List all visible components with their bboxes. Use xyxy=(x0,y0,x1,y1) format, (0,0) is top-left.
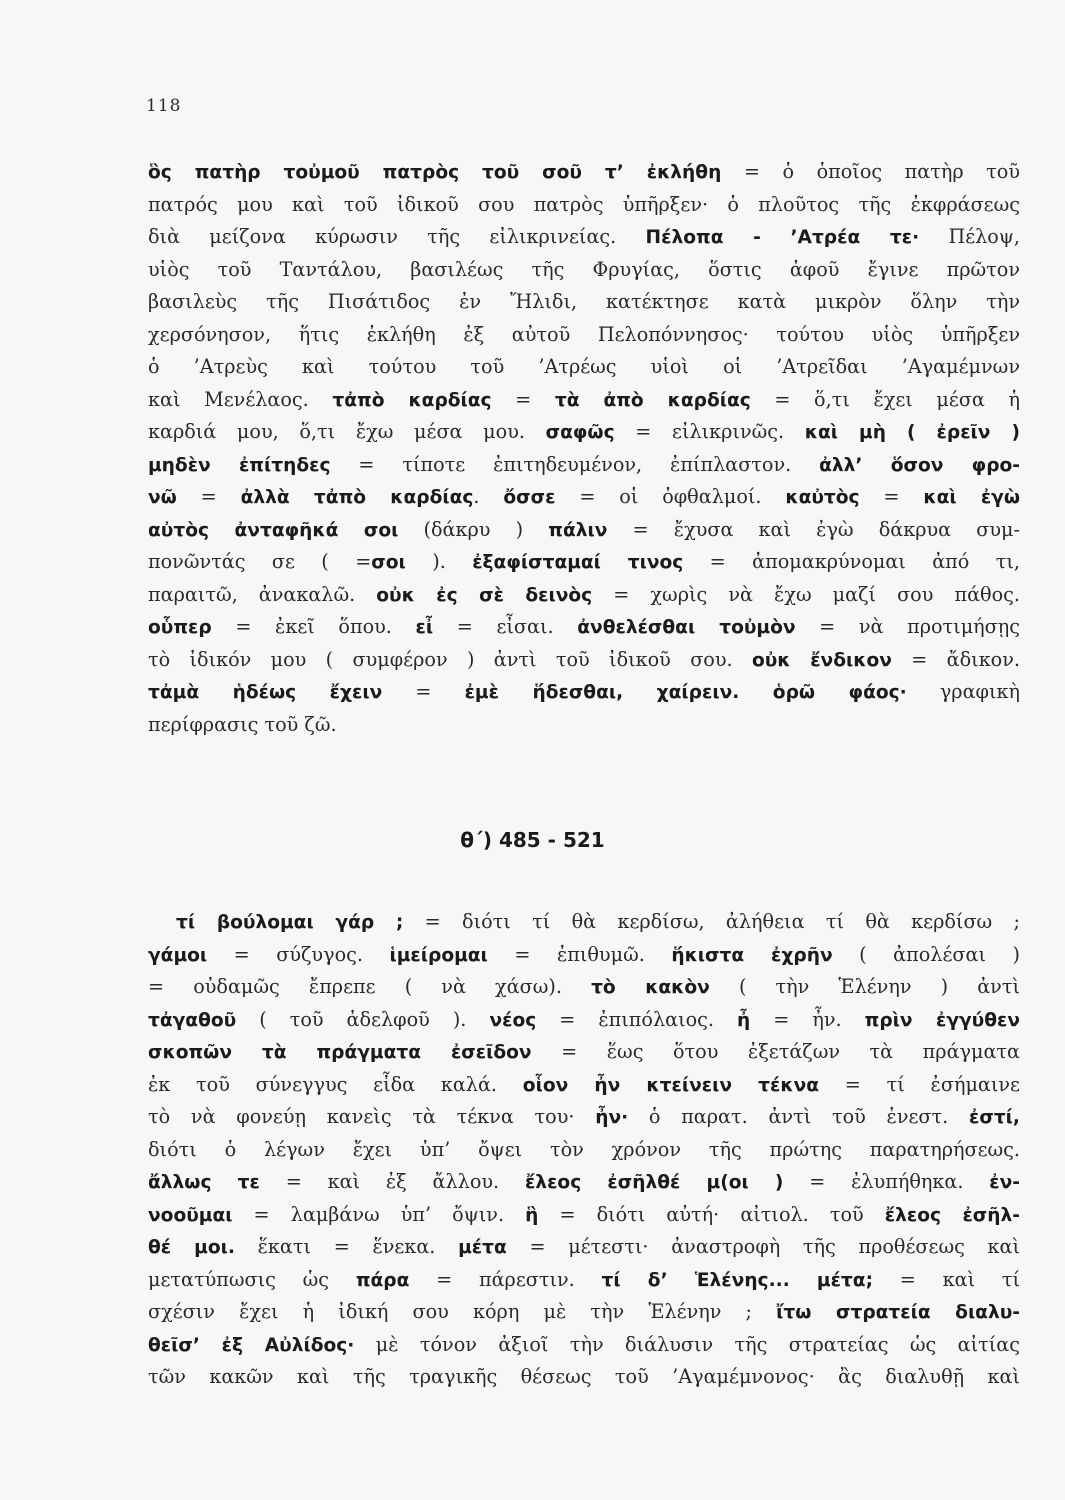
text-line xyxy=(148,906,1020,939)
lemma-term: οὐκ ἔνδικον xyxy=(751,649,892,671)
lemma-term: πρὶν ἐγγύθεν xyxy=(864,1009,1020,1031)
gloss-text: πονῶντάς σε ( = xyxy=(148,550,372,573)
gloss-text: = ἀπομακρύνομαι ἀπό τι, xyxy=(683,550,1020,573)
gloss-text: τῶν κακῶν καὶ τῆς τραγικῆς θέσεως τοῦ ’Αγαμέμνονος· ἂς διαλυθῇ καὶ xyxy=(148,1365,1020,1388)
gloss-text: ). xyxy=(405,550,473,573)
gloss-text: = ἄδικον. xyxy=(891,647,1021,671)
gloss-text: = τίποτε ἐπιτηδευμένον, ἐπίπλαστον. xyxy=(330,452,820,476)
gloss-text: = ἦν. xyxy=(750,1007,865,1031)
gloss-text: περίφρασις τοῦ ζῶ. xyxy=(148,712,337,736)
gloss-text: ὁ ’Ατρεὺς καὶ τούτου τοῦ ’Ατρέως υἱοὶ οἱ ’Ατρεῖδαι ’Αγαμέμνων xyxy=(148,355,1020,378)
lemma-term: τὰ ἀπὸ καρδίας xyxy=(554,389,751,411)
gloss-text: γραφικὴ xyxy=(906,680,1020,703)
lemma-term: ἔλεος ἐσῆλθέ μ(οι ) xyxy=(524,1172,784,1193)
lemma-term: Πέλοπα - ’Ατρέα τε· xyxy=(645,227,920,248)
section-heading: θ΄) 485 - 521 xyxy=(460,828,605,852)
lemma-term: πάλιν xyxy=(548,519,608,541)
lemma-term: πάρα xyxy=(355,1269,410,1291)
text-line xyxy=(148,611,1020,644)
gloss-text: = οἱ ὀφθαλμοί. xyxy=(555,485,786,508)
lemma-term: σκοπῶν τὰ πράγματα ἐσεῖδον xyxy=(148,1042,532,1063)
gloss-text: βασιλεὺς τῆς Πισάτιδος ἐν Ἤλιδι, κατέκτησε κατὰ μικρὸν ὅλην τὴν xyxy=(148,290,1020,313)
text-line xyxy=(148,579,1020,612)
gloss-text: ἐκ τοῦ σύνεγγυς εἶδα καλά. xyxy=(148,1072,523,1096)
gloss-text: = τί ἐσήμαινε xyxy=(819,1072,1020,1096)
lemma-term: ὃς πατὴρ τοὐμοῦ πατρὸς τοῦ σοῦ τ’ ἐκλήθη xyxy=(148,162,722,183)
gloss-text: = σύζυγος. xyxy=(207,942,390,966)
lemma-term: ἄλλως τε xyxy=(148,1172,260,1193)
gloss-text: μετατύπωσις ὡς xyxy=(148,1267,356,1291)
lemma-term: ἴτω στρατεία διαλυ- xyxy=(776,1302,1020,1323)
lemma-term: τὸ κακὸν xyxy=(591,977,710,998)
lemma-term: καὐτὸς xyxy=(785,487,860,508)
lemma-term: ἦν· xyxy=(595,1107,629,1128)
gloss-text: = xyxy=(859,485,924,508)
lemma-term: θέ μοι. xyxy=(148,1237,235,1258)
text-line xyxy=(148,939,1020,972)
lemma-term: θεῖσ’ ἐξ Αὐλίδος· xyxy=(148,1334,355,1356)
lemma-term: αὐτὸς ἀνταφῆκά σοι xyxy=(148,519,399,541)
lemma-term: ἥκιστα ἐχρῆν xyxy=(671,944,833,966)
text-line xyxy=(148,254,1020,287)
text-line xyxy=(148,676,1020,709)
gloss-text: ἕκατι = ἕνεκα. xyxy=(234,1235,459,1258)
lemma-term: εἶ xyxy=(415,617,434,638)
gloss-text: = xyxy=(176,485,241,508)
gloss-text: = διότι αὐτή· αἰτιολ. τοῦ xyxy=(538,1202,885,1226)
text-line xyxy=(148,1101,1020,1134)
lemma-term: σοι xyxy=(371,552,406,573)
gloss-text: διότι ὁ λέγων ἔχει ὑπ’ ὄψει τὸν χρόνον τῆς πρώτης παρατηρήσεως. xyxy=(148,1137,1020,1161)
gloss-text: τὸ ἰδικόν μου ( συμφέρον ) ἀντὶ τοῦ ἰδικοῦ σου. xyxy=(148,647,752,671)
lemma-term: ἔλεος ἐσῆλ- xyxy=(884,1204,1020,1226)
lemma-term: ἱμείρομαι xyxy=(389,944,488,966)
gloss-text: = οὐδαμῶς ἔπρεπε ( νὰ χάσω). xyxy=(148,975,592,998)
gloss-text: καρδιά μου, ὅ,τι ἔχω μέσα μου. xyxy=(148,420,546,443)
lemma-term: οὐκ ἐς σὲ δεινὸς xyxy=(376,584,593,606)
lemma-term: ἦ xyxy=(737,1009,751,1031)
gloss-text: = ὅ,τι ἔχει μέσα ἡ xyxy=(750,387,1020,411)
lemma-term: οἷον ἦν κτείνειν τέκνα xyxy=(522,1074,820,1096)
gloss-text: . xyxy=(473,485,504,508)
lemma-term: καὶ μὴ ( ἐρεῖν ) xyxy=(804,422,1020,443)
page-number: 118 xyxy=(146,96,182,116)
lemma-term: νοοῦμαι xyxy=(148,1204,233,1226)
text-line xyxy=(148,1264,1020,1297)
gloss-text: σχέσιν ἔχει ἡ ἰδική σου κόρη μὲ τὴν Ἑλένην ; xyxy=(148,1300,777,1323)
lemma-term: οὗπερ xyxy=(148,617,212,638)
lemma-term: ἐστί, xyxy=(968,1107,1020,1128)
text-line xyxy=(148,1329,1020,1362)
lemma-term: ἀνθελέσθαι τοὐμὸν xyxy=(577,617,796,638)
gloss-text: = xyxy=(491,387,555,411)
gloss-text: υἱὸς τοῦ Ταντάλου, βασιλέως τῆς Φρυγίας, ὅστις ἀφοῦ ἔγινε πρῶτον xyxy=(148,257,1020,281)
gloss-text: ( τοῦ ἀδελφοῦ ). xyxy=(236,1007,490,1031)
lemma-term: ὄσσε xyxy=(503,487,556,508)
lemma-term: μηδὲν ἐπίτηδες xyxy=(148,454,331,476)
lemma-term: νῶ xyxy=(148,487,177,508)
text-line xyxy=(148,416,1020,449)
gloss-text: = μέτεστι· ἀναστροφὴ τῆς προθέσεως καὶ xyxy=(506,1235,1020,1258)
text-line xyxy=(148,351,1020,384)
lemma-term: ἀλλὰ τἀπὸ καρδίας xyxy=(240,487,474,508)
gloss-text: = πάρεστιν. xyxy=(409,1267,602,1291)
text-line xyxy=(148,644,1020,677)
text-line xyxy=(148,384,1020,417)
gloss-text: ὁ παρατ. ἀντὶ τοῦ ἐνεστ. xyxy=(628,1105,969,1128)
text-line xyxy=(148,1166,1020,1199)
gloss-text: = ἐκεῖ ὅπου. xyxy=(211,615,416,638)
gloss-text: = ἔχυσα καὶ ἐγὼ δάκρυα συμ- xyxy=(607,517,1020,541)
gloss-text: μὲ τόνον ἀξιοῖ τὴν διάλυσιν τῆς στρατείας ὡς αἰτίας xyxy=(354,1332,1020,1356)
gloss-text: διὰ μείζονα κύρωσιν τῆς εἰλικρινείας. xyxy=(148,225,646,248)
text-line xyxy=(148,1036,1020,1069)
text-line xyxy=(148,514,1020,547)
gloss-text: ( ἀπολέσαι ) xyxy=(832,942,1020,966)
lemma-term: νέος xyxy=(489,1009,537,1031)
gloss-text: = ἐπιθυμῶ. xyxy=(487,942,672,966)
lemma-term: ἣ xyxy=(525,1204,539,1226)
lemma-term: ἐξαφίσταμαί τινος xyxy=(472,552,684,573)
gloss-text: = ἕως ὅτου ἐξετάζων τὰ πράγματα xyxy=(531,1040,1020,1063)
gloss-text: (δάκρυ ) xyxy=(398,517,549,541)
lemma-term: καὶ ἐγὼ xyxy=(923,487,1020,508)
text-line xyxy=(148,449,1020,482)
gloss-text: = καὶ τί xyxy=(873,1267,1020,1291)
lemma-term: τἀμὰ ἡδέως ἔχειν xyxy=(148,682,383,703)
lemma-term: ἐμὲ ἥδεσθαι, χαίρειν. ὁρῶ φάος· xyxy=(464,682,907,703)
gloss-text: = εἰλικρινῶς. xyxy=(614,420,805,443)
text-line xyxy=(148,971,1020,1004)
text-line xyxy=(148,1296,1020,1329)
commentary-block-1 xyxy=(148,156,1020,741)
gloss-text: ( τὴν Ἑλένην ) ἀντὶ xyxy=(709,975,1020,998)
lemma-term: τί δ’ Ἑλένης... μέτα; xyxy=(601,1269,874,1291)
lemma-term: ἐν- xyxy=(989,1172,1020,1193)
gloss-text: = λαμβάνω ὑπ’ ὄψιν. xyxy=(232,1202,526,1226)
lemma-term: ἀλλ’ ὅσον φρο- xyxy=(819,454,1021,476)
gloss-text: = καὶ ἐξ ἄλλου. xyxy=(259,1170,525,1193)
gloss-text: Πέλοψ, xyxy=(919,225,1020,248)
gloss-text: = νὰ προτιμήσῃς xyxy=(795,615,1020,638)
text-line xyxy=(148,546,1020,579)
gloss-text: = xyxy=(382,680,465,703)
text-line xyxy=(148,319,1020,352)
text-line xyxy=(148,1004,1020,1037)
gloss-text: παραιτῶ, ἀνακαλῶ. xyxy=(148,582,377,606)
text-line xyxy=(148,1199,1020,1232)
text-line xyxy=(148,221,1020,254)
text-line xyxy=(148,1069,1020,1102)
lemma-term: τἀγαθοῦ xyxy=(148,1009,237,1031)
gloss-text: = εἶσαι. xyxy=(433,615,578,638)
text-line xyxy=(148,1134,1020,1167)
lemma-term: τἀπὸ καρδίας xyxy=(332,389,492,411)
text-line xyxy=(148,1231,1020,1264)
text-line xyxy=(148,189,1020,222)
lemma-term: μέτα xyxy=(458,1237,507,1258)
lemma-term: γάμοι xyxy=(148,944,208,966)
text-line xyxy=(148,1361,1020,1394)
gloss-text: καὶ Μενέλαος. xyxy=(148,387,333,411)
text-line xyxy=(148,481,1020,514)
gloss-text: = ἐλυπήθηκα. xyxy=(783,1170,990,1193)
gloss-text: = χωρὶς νὰ ἔχω μαζί σου πάθος. xyxy=(592,582,1020,606)
text-line xyxy=(148,286,1020,319)
text-line xyxy=(148,156,1020,189)
lemma-term: σαφῶς xyxy=(545,422,615,443)
gloss-text: χερσόνησον, ἥτις ἐκλήθη ἐξ αὐτοῦ Πελοπόννησος· τούτου υἱὸς ὑπῆρξεν xyxy=(148,322,1020,346)
text-line xyxy=(148,709,1020,742)
lemma-term: τί βούλομαι γάρ ; xyxy=(176,912,404,933)
gloss-text: πατρός μου καὶ τοῦ ἰδικοῦ σου πατρὸς ὑπῆρξεν· ὁ πλοῦτος τῆς ἐκφράσεως xyxy=(148,192,1020,216)
commentary-block-2 xyxy=(148,906,1020,1394)
gloss-text: τὸ νὰ φονεύῃ κανεὶς τὰ τέκνα του· xyxy=(148,1105,596,1128)
gloss-text: = ὁ ὁποῖος πατὴρ τοῦ xyxy=(721,160,1020,183)
gloss-text: = ἐπιπόλαιος. xyxy=(536,1007,738,1031)
gloss-text: = διότι τί θὰ κερδίσω, ἀλήθεια τί θὰ κερδίσω ; xyxy=(403,910,1020,933)
